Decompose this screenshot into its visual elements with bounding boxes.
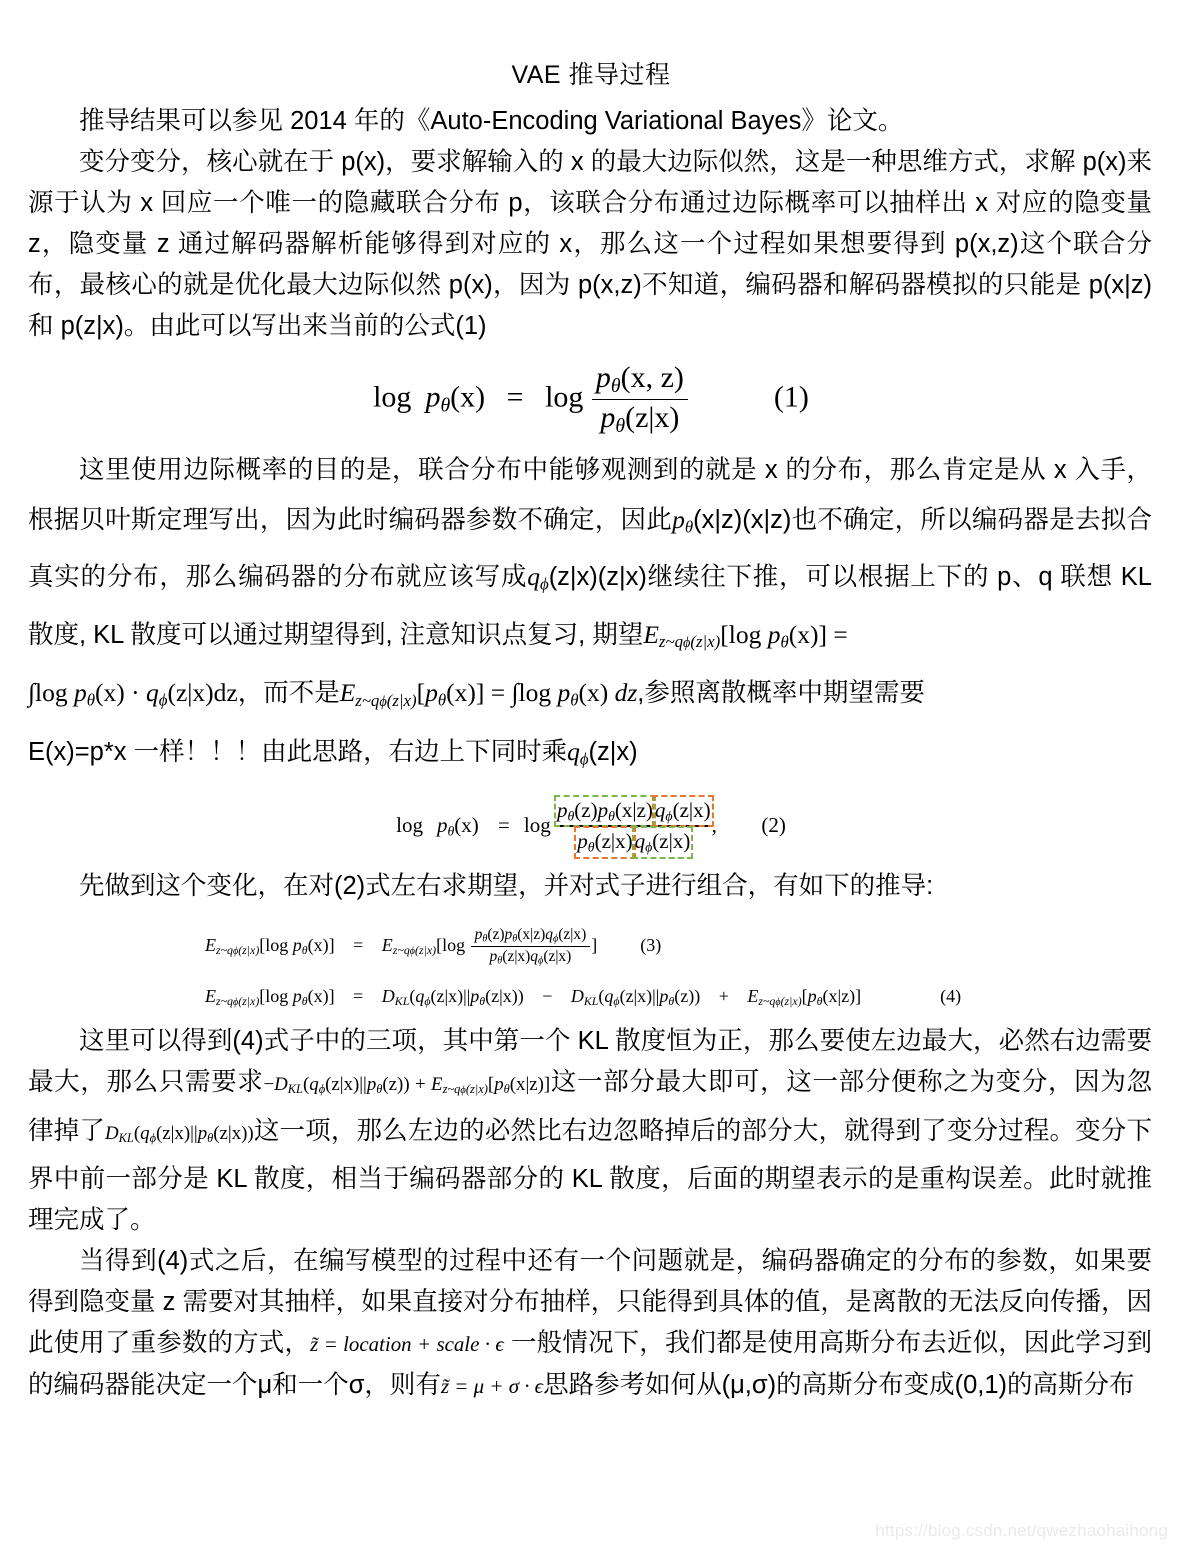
numerator-args: (x, z) bbox=[620, 360, 684, 394]
paragraph-reparameterization bbox=[28, 1241, 1152, 1407]
paragraph-reparam-text-b: 一般情况下，我们都是使用高斯分布去近似，因此学习到的编码器能决定一个μ和一个σ，则有 bbox=[28, 1329, 1152, 1400]
page-title: VAE 推导过程 bbox=[511, 61, 671, 89]
expectation-subscript-2: z~qϕ(z|x) bbox=[355, 690, 417, 710]
fraction-denominator bbox=[556, 827, 712, 857]
equation-2 bbox=[0, 790, 1182, 864]
paragraph-derivation-text-a: 这里可以得到(4)式子中的三项，其中第一个 KL 散度恒为正，那么要使左边最大，必然右边需要最大，那么只需要求 bbox=[28, 1026, 1152, 1096]
paragraph-reparam-text-a: 当得到(4)式之后，在编写模型的过程中还有一个问题就是，编码器确定的分布的参数，如果要得到隐变量 z 需要对其抽样，如果直接对分布抽样，只能得到具体的值，是离散的无法反向传播，因此使用了重参数的方式， bbox=[28, 1247, 1152, 1358]
expectation-bracket-2: $[p_\theta(x)] = \int\log$ $p_\theta(x)$ dz bbox=[416, 678, 638, 710]
inline-variational-term: $-D_{KL}(q_\phi(z|x)||p_\theta(z)) + E_{z\sim q\phi(z|x)}[p_\theta(x|z)]$ bbox=[263, 1073, 551, 1097]
inline-p-theta: p bbox=[672, 505, 685, 534]
equation-3 bbox=[0, 919, 1182, 975]
phi-subscript: ϕ bbox=[539, 574, 549, 594]
equation-1 bbox=[0, 360, 1182, 437]
paragraph-transform-text: 先做到这个变化，在对(2)式左右求期望，并对式子进行组合，有如下的推导: bbox=[79, 871, 934, 900]
equation-2-body: $\log p_\theta(x) = \log$ $p_\theta(z)p_\theta(x|z)$ $q_\phi(z|x)$ $p_\theta(z|x)$ $q_\phi(z|x)$ , (2) bbox=[396, 797, 786, 855]
fraction-numerator: $p_\theta(z)p_\theta(x|z)q_\phi(z|x)$ bbox=[471, 926, 591, 947]
inline-arg-zx-2: (z|x) bbox=[588, 737, 638, 766]
document-page bbox=[0, 55, 1182, 1549]
paragraph-derivation-text-c: 这一项，那么左边的必然比右边忽略掉后的部分大，就得到了变分过程。变分下界中前一部分是 KL 散度，相当于编码器部分的 KL 散度，后面的期望表示的是重构误差。此时就推理完成了。 bbox=[28, 1117, 1152, 1235]
paragraph-expectation-text: E(x)=p*x 一样！！！由此思路，右边上下同时乘 bbox=[28, 737, 568, 766]
orange-box-denominator: $p_\theta(z|x)$ bbox=[577, 829, 633, 855]
equation-1-body bbox=[373, 361, 809, 438]
inline-dropped-kl-term: $D_{KL}(q_\phi(z|x)||p_\theta(z|x))$ bbox=[105, 1123, 254, 1146]
equation-4-number: (4) bbox=[940, 986, 962, 1007]
fraction-numerator: $p_\theta(x$, z) bbox=[592, 361, 688, 400]
log-operator: log bbox=[373, 379, 412, 413]
equation-4 bbox=[0, 979, 1182, 1017]
log-operator-rhs: log bbox=[545, 379, 584, 413]
paragraph-derivation-explain bbox=[28, 1021, 1152, 1241]
paragraph-intro-text: 变分变分，核心就在于 p(x)，要求解输入的 x 的最大边际似然，这是一种思维方式，求解 p(x)来源于认为 x 回应一个唯一的隐藏联合分布 p，该联合分布通过边际概率可以抽样出 x 对应的隐变量 z，隐变量 z 通过解码器解析能够得到对应的 x，那么这一个过程如果想要得到 p(x,z)这个联合分布，最核心的就是优化最大边际似然 p(x)，因为 p(x,z)不知道，编码器和解码器模拟的只能是 p(x|z)和 p(z|x)。由此可以写出来当前的公式(1) bbox=[28, 148, 1152, 340]
paragraph-bayes bbox=[28, 445, 1152, 668]
paragraph-intro bbox=[28, 142, 1152, 347]
expectation-symbol-2: E bbox=[339, 678, 356, 708]
paragraph-reparam-text-c: 思路参考如何从(μ,σ)的高斯分布变成(0,1)的高斯分布 bbox=[543, 1371, 1135, 1400]
expectation-symbol: E bbox=[643, 619, 659, 649]
paragraph-bayes-text-b: (x|z)也不确定，所以编码器是去拟合真实的分布，那么编码器的分布就应该写成 bbox=[28, 506, 1152, 592]
fraction-eq1 bbox=[592, 361, 688, 438]
fraction-eq3 bbox=[471, 926, 591, 968]
inline-q-phi: q bbox=[527, 562, 540, 592]
equals-sign: = bbox=[506, 379, 524, 413]
fraction-denominator: $p_\theta(z|x)$ bbox=[600, 400, 680, 437]
inline-arg-xz: (x|z) bbox=[693, 506, 743, 534]
equation-2-number: (2) bbox=[761, 812, 786, 837]
expectation-subscript: z~qϕ(z|x) bbox=[658, 632, 721, 652]
equation-2-comma: , bbox=[711, 812, 717, 837]
equation-3-number: (3) bbox=[640, 935, 662, 955]
paragraph-derivation-text-b: 这一部分最大即可，这一部分便称之为变分，因为忽律掉了 bbox=[28, 1067, 1152, 1146]
green-box-denominator: $q_\phi(z|x)$ bbox=[634, 829, 691, 855]
paragraph-integral-text-a: ，而不是 bbox=[237, 679, 340, 708]
paragraph-transform bbox=[28, 866, 1152, 907]
reparameterization-formula: z̃ = location + scale · ϵ bbox=[310, 1332, 504, 1357]
paragraph-bayes-text-a: 这里使用边际概率的目的是，联合分布中能够观测到的就是 x 的分布，那么肯定是从 x 入手，根据贝叶斯定理写出，因为此时编码器参数不确定，因此 bbox=[28, 456, 1152, 534]
equation-4-body: $E_{z\sim q\phi(z|x)}[\log$ $p_\theta(x)] = D_{KL}(q_\phi(z|x)||p_\theta(z|x)) - D_{KL}(q_\phi(z|x)||p_\theta(z)) + E_{z\sim q\phi(z|x)}[p_\theta(x|z)]$ (4) bbox=[205, 986, 962, 1009]
orange-box-numerator: $q_\phi(z|x)$ bbox=[654, 797, 711, 824]
fraction-numerator bbox=[556, 797, 712, 828]
paragraph-reference-text: 推导结果可以参见 2014 年的《Auto-Encoding Variational Bayes》论文。 bbox=[79, 107, 904, 135]
theta-subscript: θ bbox=[684, 517, 694, 537]
phi-subscript-2: ϕ bbox=[579, 748, 589, 768]
equation-3-body: $E_{z\sim q\phi(z|x)}[\log$ $p_\theta(x)] = E_{z\sim q\phi(z|x)}[\log$ $\frac{p_\theta(z)p_\theta(x|z)q_\phi(z|x)}{p_\theta(z|x)q_\phi(z|x)}$ ] (3) bbox=[205, 925, 662, 968]
p-symbol: p bbox=[425, 379, 441, 413]
csdn-watermark: https://blog.csdn.net/qwezhaohaihong bbox=[875, 1521, 1168, 1540]
reparameterization-gaussian-formula: z̃ = μ + σ · ϵ bbox=[440, 1374, 544, 1399]
inline-q-phi-2: q bbox=[567, 736, 580, 766]
green-box-numerator: $p_\theta(z)p_\theta(x|z)$ bbox=[556, 797, 653, 824]
paragraph-expectation-note bbox=[28, 727, 1152, 784]
fraction-eq2 bbox=[556, 797, 712, 857]
equation-1-number: (1) bbox=[773, 379, 809, 413]
inline-arg-zx: (z|x) bbox=[548, 563, 598, 592]
paragraph-integral-text-b: ,参照离散概率中期望需要 bbox=[637, 679, 925, 708]
denominator-args: (z|x) bbox=[625, 400, 680, 434]
fraction-denominator: $p_\theta(z|x)q_\phi(z|x)$ bbox=[489, 948, 572, 968]
integral-expression-left: ∫log $p_\theta(x) \cdot q_\phi(z|x)dz$ bbox=[28, 678, 238, 710]
argument-x: (x) bbox=[450, 379, 486, 413]
paragraph-reference bbox=[28, 101, 1152, 142]
paragraph-bayes-text-c: (z|x)继续往下推，可以根据上下的 p、q 联想 KL 散度, KL 散度可以通过期望得到, 注意知识点复习, 期望 bbox=[28, 563, 1152, 649]
expectation-bracket: [log $p_\theta(x)$] = bbox=[720, 619, 848, 652]
paragraph-integral bbox=[28, 668, 1152, 726]
theta-subscript: θ bbox=[440, 394, 451, 417]
